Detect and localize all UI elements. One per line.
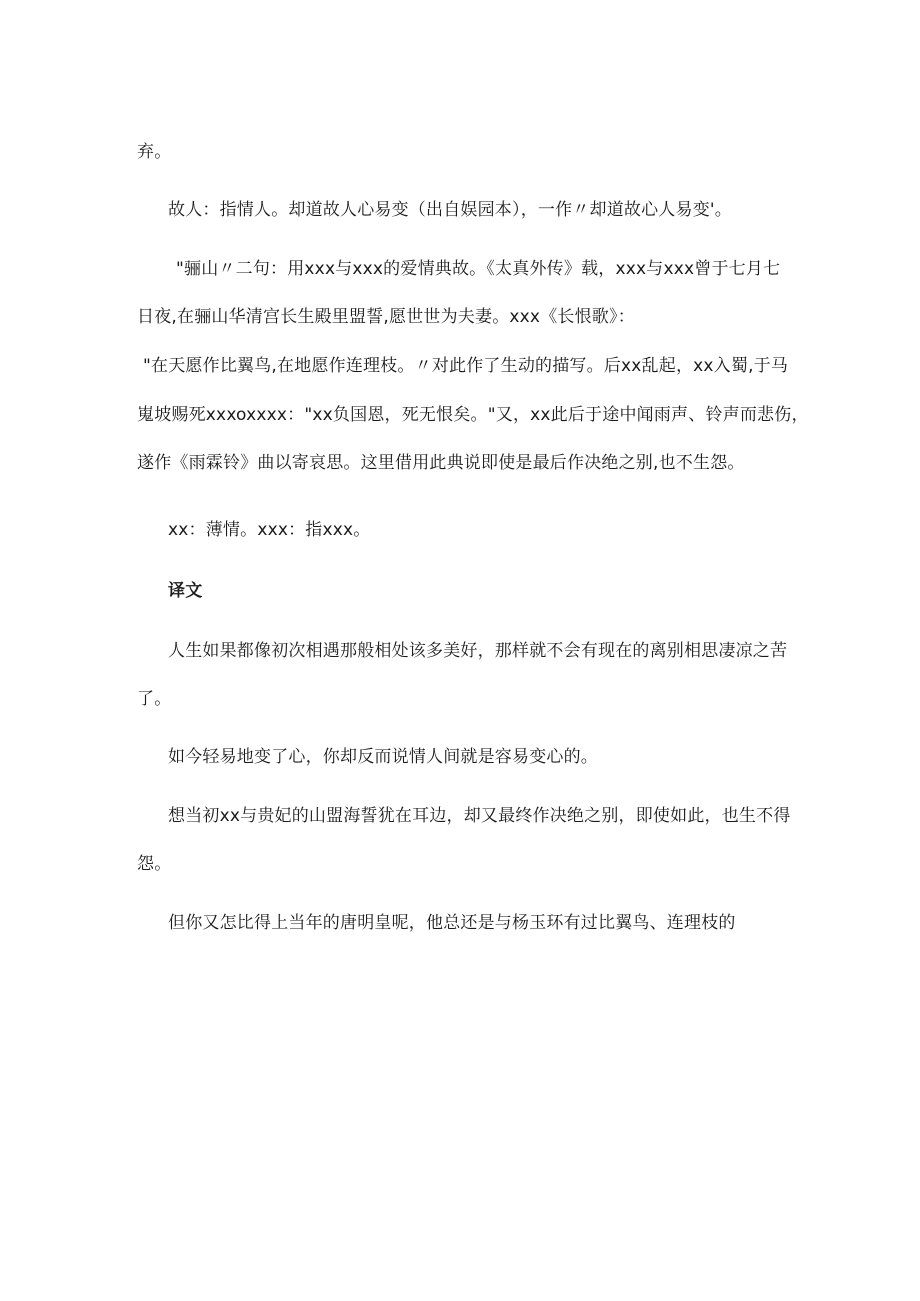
text-line-10: 人生如果都像初次相遇那般相处该多美好，那样就不会有现在的离别相思凄凉之苦 bbox=[168, 641, 788, 661]
text-line-13: 想当初xx与贵妃的山盟海誓犹在耳边，却又最终作决绝之别，即使如此，也生不得 bbox=[168, 806, 791, 826]
text-line-8: xx：薄情。xxx：指xxx。 bbox=[168, 520, 371, 540]
text-line-6: 嵬坡赐死xxxoxxxx："xx负国恩，死无恨矣。"又，xx此后于途中闻雨声、铃声而悲伤， bbox=[137, 405, 809, 425]
text-line-4: 日夜,在骊山华清宫长生殿里盟誓,愿世世为夫妻。xxx《长恨歌》： bbox=[137, 307, 635, 327]
text-line-7: 遂作《雨霖铃》曲以寄哀思。这里借用此典说即使是最后作决绝之别,也不生怨。 bbox=[137, 453, 745, 473]
text-line-1: 弃。 bbox=[137, 142, 172, 162]
text-line-3: "骊山〃二句：用xxx与xxx的爱情典故。《太真外传》载，xxx与xxx曾于七月七 bbox=[176, 259, 781, 279]
text-line-11: 了。 bbox=[137, 689, 172, 709]
section-heading-translation: 译文 bbox=[168, 581, 203, 601]
text-line-15: 但你又怎比得上当年的唐明皇呢，他总还是与杨玉环有过比翼鸟、连理枝的 bbox=[168, 913, 736, 933]
text-line-12: 如今轻易地变了心，你却反而说情人间就是容易变心的。 bbox=[168, 747, 598, 767]
text-line-2: 故人：指情人。却道故人心易变（出自娱园本），一作〃却道故心人易变'。 bbox=[168, 200, 732, 220]
text-line-14: 怨。 bbox=[137, 854, 172, 874]
text-line-5: "在天愿作比翼鸟,在地愿作连理枝。〃对此作了生动的描写。后xx乱起，xx入蜀,于马 bbox=[143, 356, 789, 376]
